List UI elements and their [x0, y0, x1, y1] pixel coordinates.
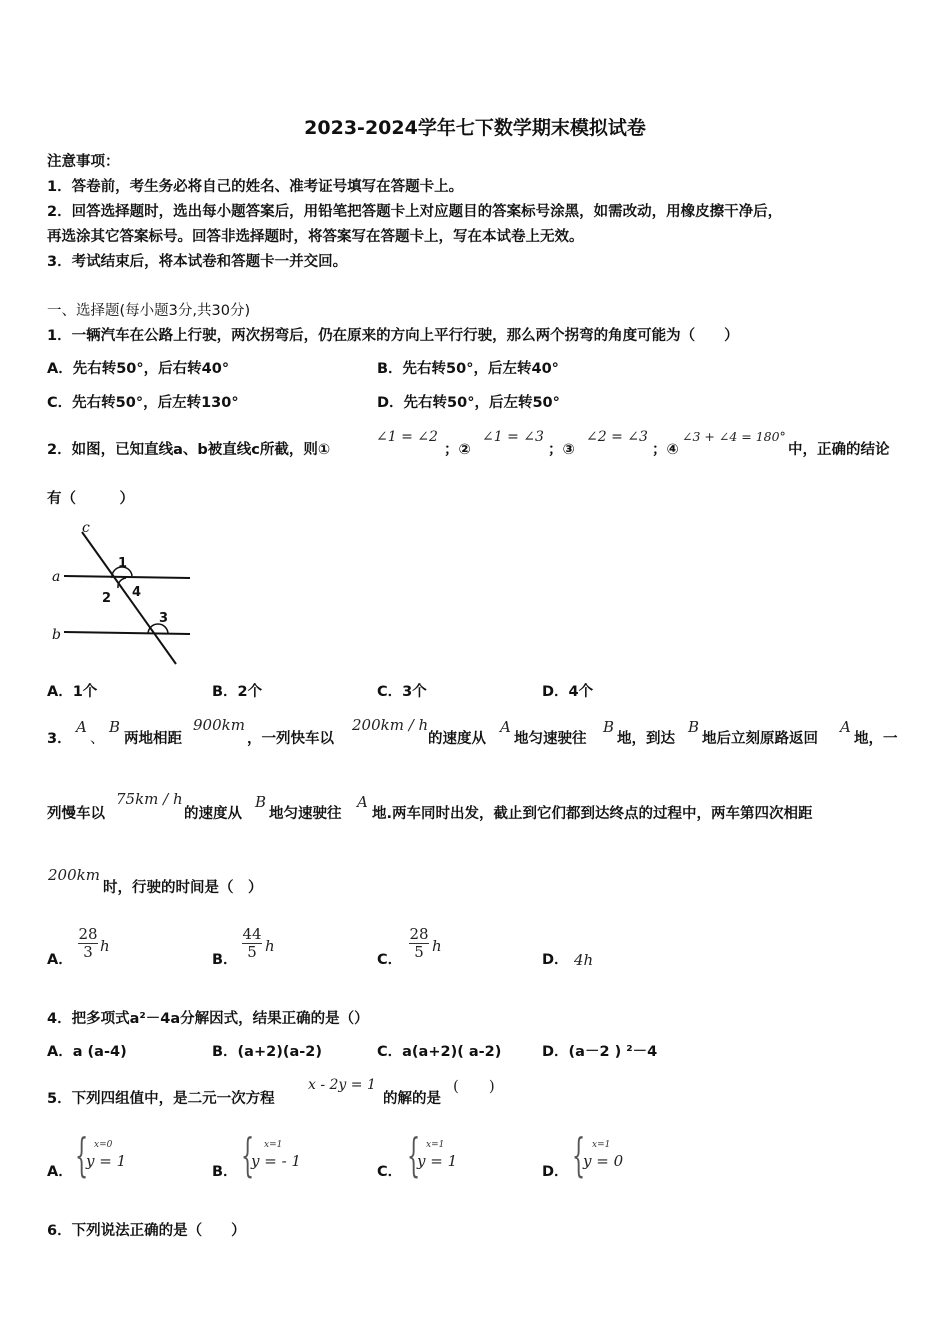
q5-option-a-x: x=0 — [94, 1140, 113, 1150]
line-a — [64, 576, 190, 578]
unit-h: h — [432, 937, 442, 955]
q2-option-c: C．3个 — [377, 684, 427, 700]
q3-option-c-label: C． — [377, 952, 403, 968]
q3-text: 两地相距 — [124, 731, 182, 747]
notice-heading: 注意事项： — [47, 154, 120, 170]
q3-text: 地.两车同时出发，截止到它们都到达终点的过程中，两车第四次相距 — [372, 806, 813, 822]
brace-icon: { — [407, 1128, 421, 1182]
q3-text: 列慢车以 — [47, 806, 105, 822]
q3-text: 的速度从 — [428, 731, 486, 747]
brace-icon: { — [572, 1128, 586, 1182]
label-1: 1 — [118, 556, 128, 571]
q3-speed-fast: 200km / h — [352, 716, 429, 734]
q3-option-c-fraction — [409, 926, 429, 961]
q3-text: 地后立刻原路返回 — [702, 731, 818, 747]
q1-option-d: D．先右转50°，后左转50° — [377, 395, 560, 411]
q3-var-a: A — [357, 793, 368, 811]
q2-stem-part: 中，正确的结论 — [788, 442, 890, 458]
unit-h: h — [265, 937, 275, 955]
label-b: b — [52, 627, 61, 643]
fraction-numerator: 28 — [78, 925, 98, 943]
q5-option-d-label: D． — [542, 1164, 569, 1180]
fraction-numerator: 44 — [242, 925, 262, 943]
q5-option-a-label: A． — [47, 1164, 73, 1180]
q5-paren: ( ) — [453, 1077, 495, 1095]
label-2: 2 — [102, 591, 112, 606]
q3-text: 的速度从 — [184, 806, 242, 822]
q1-option-b: B．先右转50°，后左转40° — [377, 361, 559, 377]
line-b — [64, 632, 190, 634]
label-4: 4 — [132, 585, 142, 600]
notice-item: 2．回答选择题时，选出每小题答案后，用铅笔把答题卡上对应题目的答案标号涂黑，如需改动，用橡皮擦干净后， — [47, 204, 783, 220]
q5-option-b-y: y = - 1 — [251, 1152, 301, 1170]
q3-speed-slow: 75km / h — [116, 790, 183, 808]
q3-text: 地，到达 — [617, 731, 675, 747]
q2-stem-part: ；④ — [652, 442, 679, 458]
q2-option-d: D．4个 — [542, 684, 594, 700]
notice-item: 再选涂其它答案标号。回答非选择题时，将答案写在答题卡上，写在本试卷上无效。 — [47, 229, 584, 245]
page-title: 2023-2024学年七下数学期末模拟试卷 — [304, 117, 646, 139]
q2-formula-2: ∠1 = ∠3 — [482, 429, 544, 445]
q2-stem-part: ；② — [444, 442, 471, 458]
q4-option-b: B．(a+2)(a-2) — [212, 1044, 322, 1060]
label-3: 3 — [159, 611, 169, 626]
q3-text: 时，行驶的时间是（ ） — [103, 880, 263, 896]
q5-option-a-y: y = 1 — [86, 1152, 127, 1170]
q2-stem-part: 2．如图，已知直线a、b被直线c所截，则① — [47, 442, 331, 458]
q2-formula-4: ∠3 + ∠4 = 180° — [682, 429, 786, 444]
brace-icon: { — [75, 1128, 89, 1182]
q3-distance: 900km — [193, 716, 245, 734]
q2-option-b: B．2个 — [212, 684, 263, 700]
brace-icon: { — [241, 1128, 255, 1182]
q5-option-c-x: x=1 — [426, 1140, 445, 1150]
notice-item: 1．答卷前，考生务必将自己的姓名、准考证号填写在答题卡上。 — [47, 179, 464, 195]
q5-option-b-x: x=1 — [264, 1140, 283, 1150]
fraction-denominator: 3 — [83, 943, 93, 961]
q1-option-a: A．先右转50°，后右转40° — [47, 361, 230, 377]
line-c — [82, 532, 176, 664]
label-c: c — [82, 520, 90, 536]
q2-option-a: A．1个 — [47, 684, 98, 700]
q2-stem-part: 有（ ） — [47, 491, 134, 507]
q6-stem: 6．下列说法正确的是（ ） — [47, 1223, 246, 1239]
q2-formula-3: ∠2 = ∠3 — [586, 429, 648, 445]
q5-stem: 的解的是 — [383, 1091, 441, 1107]
q5-option-c-y: y = 1 — [417, 1152, 458, 1170]
q3-var-b: B — [255, 793, 267, 811]
label-a: a — [52, 569, 61, 585]
q3-text: ，一列快车以 — [247, 731, 334, 747]
q2-stem-part: ；③ — [548, 442, 575, 458]
fraction-denominator: 5 — [247, 943, 257, 961]
q3-var-a: A — [840, 718, 851, 736]
section-heading: 一、选择题(每小题3分,共30分) — [47, 303, 251, 319]
q3-text: 地匀速驶往 — [269, 806, 342, 822]
q3-option-a-fraction — [78, 926, 98, 961]
q2-figure — [46, 518, 196, 670]
q3-option-a-label: A． — [47, 952, 73, 968]
q3-text: 地匀速驶往 — [514, 731, 587, 747]
q5-equation: x - 2y = 1 — [308, 1077, 376, 1093]
q3-var-b: B — [109, 718, 121, 736]
q2-formula-1: ∠1 = ∠2 — [376, 429, 438, 445]
q5-option-d-y: y = 0 — [583, 1152, 624, 1170]
q3-option-d-label: D． — [542, 952, 569, 968]
q3-option-b-fraction — [242, 926, 262, 961]
fraction-denominator: 5 — [414, 943, 424, 961]
q3-sep: 、 — [90, 731, 105, 747]
q3-text: 地，一 — [854, 731, 898, 747]
q5-option-c-label: C． — [377, 1164, 403, 1180]
q4-option-c: C．a(a+2)( a-2) — [377, 1044, 502, 1060]
q5-option-d-x: x=1 — [592, 1140, 611, 1150]
q3-var-b: B — [603, 718, 615, 736]
q5-option-b-label: B． — [212, 1164, 238, 1180]
q3-distance-2: 200km — [48, 866, 100, 884]
q4-option-a: A．a (a-4) — [47, 1044, 127, 1060]
notice-item: 3．考试结束后，将本试卷和答题卡一并交回。 — [47, 254, 348, 270]
q1-option-c: C．先右转50°，后左转130° — [47, 395, 239, 411]
unit-h: h — [100, 937, 110, 955]
q3-var-a: A — [500, 718, 511, 736]
q3-number: 3． — [47, 731, 72, 747]
q3-var-b: B — [688, 718, 700, 736]
q5-stem: 5．下列四组值中，是二元一次方程 — [47, 1091, 275, 1107]
q4-stem: 4．把多项式a²－4a分解因式，结果正确的是（） — [47, 1011, 369, 1027]
q3-var-a: A — [76, 718, 87, 736]
q3-option-b-label: B． — [212, 952, 238, 968]
q1-stem: 1．一辆汽车在公路上行驶，两次拐弯后，仍在原来的方向上平行行驶，那么两个拐弯的角度可能为（ ） — [47, 328, 739, 344]
q4-option-d: D．(a－2 ) ²－4 — [542, 1044, 658, 1060]
q3-option-d-value: 4h — [574, 951, 594, 969]
fraction-numerator: 28 — [409, 925, 429, 943]
